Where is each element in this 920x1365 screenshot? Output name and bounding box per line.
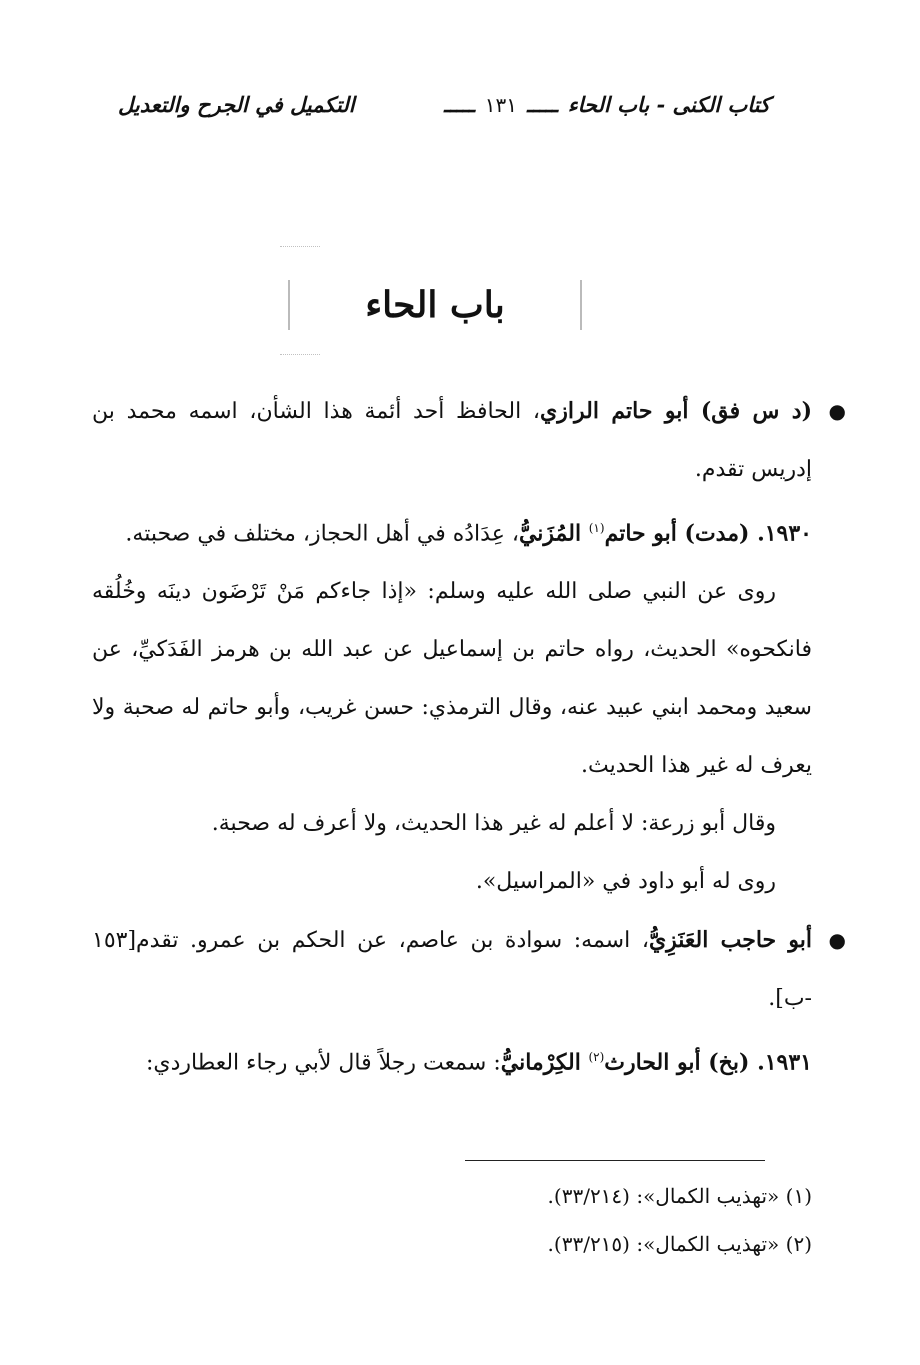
entry-1930 (92, 499, 812, 563)
entry-abu-hajib (92, 911, 846, 1028)
ornament-icon (280, 354, 320, 369)
bullet-icon: ● (828, 399, 846, 423)
abu-dawud-paragraph: روى له أبو داود في «المراسيل». (475, 869, 776, 895)
entry-text: : سمعت رجلاً قال لأبي رجاء العطاردي: (145, 1050, 501, 1076)
entry-heading: أبو حاجب العَنَزِيُّ (648, 927, 812, 954)
bullet-icon: ● (828, 928, 846, 953)
main-text (92, 382, 846, 1093)
entry-text: ، الحافظ أحد أئمة هذا الشأن، اسمه محمد بن إدريس تقدم. (92, 399, 812, 482)
entry-text: ، عِدَادُه في أهل الحجاز، مختلف في صحبته. (125, 521, 519, 547)
entry-abu-hatim-razi (92, 382, 846, 499)
page-number: ١٣١ (484, 92, 518, 117)
chapter-title: باب الحاء (365, 284, 505, 326)
running-header-right-group (444, 92, 770, 117)
entry-heading: (د س فق) أبو حاتم الرازي (540, 398, 812, 424)
running-header-dash: ـــــ (527, 92, 558, 117)
running-header (118, 92, 770, 117)
footnote-marker: (١) (588, 521, 605, 535)
ornament-icon (280, 246, 320, 261)
footnote-2: (٢) «تهذيب الكمال»: (٣٣/٢١٥). (547, 1232, 812, 1256)
hadith-paragraph: روى عن النبي صلى الله عليه وسلم: «إذا جاءكم مَنْ تَرْضَون دينَه وخُلُقه فانكحوه» الحديث، رواه حاتم بن إسماعيل عن عبد الله بن هرمز الفَدَكيِّ، عن سعيد ومحمد ابني عبيد عنه، وقال الترمذي: حسن غريب، وأبو حاتم له صحبة ولا يعرف له غير هذا الحديث. (92, 579, 812, 779)
running-header-book-title: التكميل في الجرح والتعديل (118, 92, 355, 117)
footnotes (112, 1172, 812, 1268)
running-header-dash: ـــــ (444, 92, 475, 117)
entry-heading-nisba: الكِرْمانيُّ (500, 1049, 589, 1076)
running-header-right-title: كتاب الكنى - باب الحاء (567, 92, 770, 117)
entry-text: ، اسمه: سوادة بن عاصم، عن الحكم بن عمرو. تقدم[١٥٣ -ب]. (92, 928, 812, 1012)
entry-heading-nisba: المُزَنيُّ (518, 520, 589, 547)
footnote-divider (465, 1160, 765, 1161)
abu-zura-paragraph: وقال أبو زرعة: لا أعلم له غير هذا الحديث، ولا أعرف له صحبة. (211, 811, 776, 837)
footnote-marker: (٢) (588, 1050, 605, 1065)
entry-heading: ١٩٣٠. (مدت) أبو حاتم (604, 520, 812, 547)
entry-1931 (92, 1028, 812, 1092)
chapter-heading-frame (280, 240, 590, 375)
footnote-1: (١) «تهذيب الكمال»: (٣٣/٢١٤). (547, 1184, 812, 1208)
entry-heading: ١٩٣١. (بخ) أبو الحارث (604, 1049, 812, 1076)
